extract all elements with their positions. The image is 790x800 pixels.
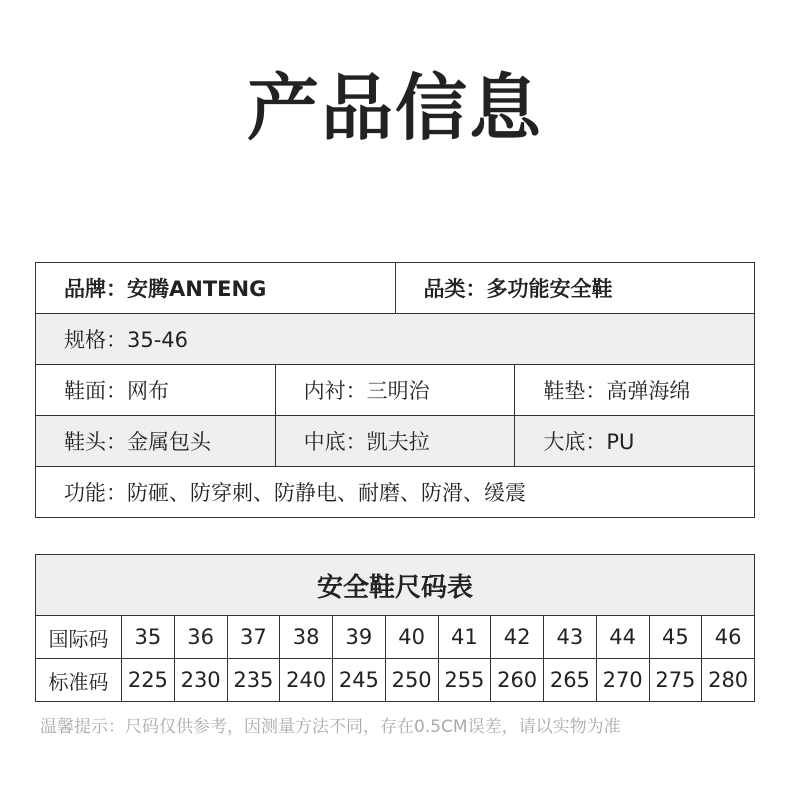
standard-size-row (36, 659, 754, 701)
midsole-cell: 中底：凯夫拉 (276, 416, 516, 466)
category-cell: 品类：多功能安全鞋 (423, 277, 613, 301)
standard-size-cell: 230 (175, 659, 228, 701)
info-row-spec (36, 314, 754, 365)
size-chart-title: 安全鞋尺码表 (36, 555, 754, 616)
standard-size-cell: 240 (280, 659, 333, 701)
standard-size-cell: 245 (333, 659, 386, 701)
international-size-cell: 39 (333, 616, 386, 658)
international-size-cell: 35 (122, 616, 175, 658)
international-size-cell: 37 (228, 616, 281, 658)
size-note: 温馨提示：尺码仅供参考，因测量方法不同，存在0.5CM误差，请以实物为准 (40, 717, 621, 737)
info-row-function (36, 467, 754, 517)
international-size-cell: 45 (650, 616, 703, 658)
standard-size-cell: 260 (491, 659, 544, 701)
international-size-cell: 42 (491, 616, 544, 658)
international-size-cell: 46 (714, 625, 742, 649)
brand-cell: 品牌：安腾ANTENG (36, 263, 396, 313)
function-cell: 功能：防砸、防穿刺、防静电、耐磨、防滑、缓震 (64, 481, 526, 505)
upper-cell: 鞋面：网布 (36, 365, 276, 415)
standard-size-label: 标准码 (36, 659, 122, 701)
standard-size-cell: 225 (122, 659, 175, 701)
international-size-cell: 36 (175, 616, 228, 658)
international-size-cell: 41 (439, 616, 492, 658)
standard-size-cell: 235 (228, 659, 281, 701)
size-chart (35, 554, 755, 702)
standard-size-cell: 255 (439, 659, 492, 701)
international-size-cell: 38 (280, 616, 333, 658)
standard-size-cell: 250 (386, 659, 439, 701)
international-size-cell: 40 (386, 616, 439, 658)
page-title: 产品信息 (246, 66, 543, 150)
lining-cell: 内衬：三明治 (276, 365, 516, 415)
international-size-label: 国际码 (36, 616, 122, 658)
info-row-materials (36, 365, 754, 416)
outsole-cell: 大底：PU (543, 430, 635, 454)
standard-size-cell: 270 (597, 659, 650, 701)
info-row-structure (36, 416, 754, 467)
info-row-brand (36, 263, 754, 314)
standard-size-cell: 280 (708, 668, 749, 692)
spec-cell: 规格：35-46 (64, 328, 189, 352)
insole-cell: 鞋垫：高弹海绵 (543, 379, 691, 403)
toe-cell: 鞋头：金属包头 (36, 416, 276, 466)
standard-size-cell: 275 (650, 659, 703, 701)
product-info-table (35, 262, 755, 518)
international-size-cell: 44 (597, 616, 650, 658)
international-size-cell: 43 (544, 616, 597, 658)
standard-size-cell: 265 (544, 659, 597, 701)
international-size-row (36, 616, 754, 659)
